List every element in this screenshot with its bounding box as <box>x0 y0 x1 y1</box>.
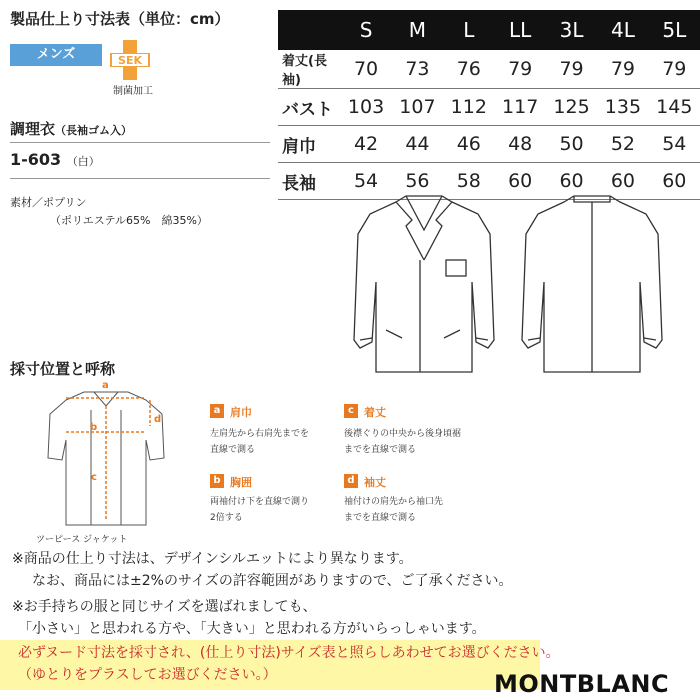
divider <box>10 178 270 179</box>
table-cell: 117 <box>494 89 545 126</box>
svg-text:SEK: SEK <box>118 54 142 67</box>
row-label: バスト <box>278 89 340 126</box>
measure-desc-d <box>344 494 443 526</box>
size-header: LL <box>494 10 545 50</box>
table-cell: 50 <box>546 126 597 163</box>
diagram-label-d: d <box>154 414 162 425</box>
table-row <box>278 50 700 89</box>
size-table <box>278 10 700 200</box>
measure-name-b: 胸囲 <box>230 476 252 489</box>
table-cell: 103 <box>340 89 391 126</box>
table-cell: 46 <box>443 126 494 163</box>
table-cell: 79 <box>597 50 648 89</box>
diagram-label-b: b <box>90 422 98 433</box>
jacket-front-illustration <box>350 190 498 380</box>
table-cell: 76 <box>443 50 494 89</box>
note-6-warning: （ゆとりをプラスしてお選びください。） <box>18 667 277 683</box>
product-name-sub: （長袖ゴム入） <box>55 124 133 137</box>
brand-logo: MONTBLANC <box>494 670 670 698</box>
tag-c: c <box>344 404 358 418</box>
row-label: 着丈(長袖) <box>278 50 340 89</box>
material-line-1: 素材／ポプリン <box>10 196 87 209</box>
table-row <box>278 126 700 163</box>
table-cell: 56 <box>392 163 443 200</box>
table-cell: 60 <box>649 163 700 200</box>
desc-line: 直線で測る <box>210 445 256 455</box>
note-2: なお、商品には±2%のサイズの許容範囲がありますので、ご了承ください。 <box>32 573 513 589</box>
size-header: 4L <box>597 10 648 50</box>
desc-line: 2倍する <box>210 513 243 523</box>
diagram-label-c: c <box>91 472 97 483</box>
table-cell: 60 <box>597 163 648 200</box>
measurement-diagram <box>36 380 176 530</box>
divider <box>10 142 270 143</box>
row-label: 肩巾 <box>278 126 340 163</box>
size-header: L <box>443 10 494 50</box>
note-5-warning: 必ずヌード寸法を採寸され、(仕上り寸法)サイズ表と照らしあわせてお選びください。 <box>18 645 560 661</box>
desc-line: までを直線で測る <box>344 513 417 523</box>
product-code-number: 1-603 <box>10 150 62 169</box>
header-blank <box>278 10 340 50</box>
desc-line: 後襟ぐりの中央から後身頃裾 <box>344 429 462 439</box>
table-cell: 79 <box>546 50 597 89</box>
sek-caption: 制菌加工 <box>113 86 153 97</box>
size-header-row <box>278 10 700 50</box>
note-1: ※商品の仕上り寸法は、デザインシルエットにより異なります。 <box>12 551 413 567</box>
measure-name-c: 着丈 <box>364 406 386 419</box>
table-cell: 48 <box>494 126 545 163</box>
material-line-2: （ポリエステル65% 綿35%） <box>50 214 208 227</box>
table-cell: 79 <box>649 50 700 89</box>
measure-desc-c <box>344 426 461 458</box>
table-cell: 60 <box>546 163 597 200</box>
size-header: 5L <box>649 10 700 50</box>
tag-a: a <box>210 404 224 418</box>
table-cell: 54 <box>340 163 391 200</box>
size-header: S <box>340 10 391 50</box>
table-cell: 54 <box>649 126 700 163</box>
mens-badge: メンズ <box>10 44 102 66</box>
size-header: M <box>392 10 443 50</box>
measure-name-a: 肩巾 <box>230 406 252 419</box>
table-cell: 79 <box>494 50 545 89</box>
row-label: 長袖 <box>278 163 340 200</box>
table-cell: 70 <box>340 50 391 89</box>
table-cell: 58 <box>443 163 494 200</box>
measure-name-d: 袖丈 <box>364 476 386 489</box>
table-cell: 112 <box>443 89 494 126</box>
table-cell: 42 <box>340 126 391 163</box>
table-cell: 107 <box>392 89 443 126</box>
diagram-label-a: a <box>102 380 109 391</box>
diagram-caption: ツーピース ジャケット <box>36 535 128 545</box>
jacket-back-illustration <box>518 190 666 380</box>
measure-title: 採寸位置と呼称 <box>10 360 116 378</box>
table-cell: 52 <box>597 126 648 163</box>
product-code <box>10 150 100 169</box>
product-name <box>10 118 132 139</box>
size-header: 3L <box>546 10 597 50</box>
desc-line: 左肩先から右肩先までを <box>210 429 310 439</box>
tag-b: b <box>210 474 224 488</box>
table-cell: 44 <box>392 126 443 163</box>
sek-logo-icon <box>110 40 150 80</box>
table-cell: 73 <box>392 50 443 89</box>
note-4: 「小さい」と思われる方や、「大きい」と思われる方がいらっしゃいます。 <box>18 621 486 637</box>
table-row <box>278 89 700 126</box>
measure-desc-a <box>210 426 309 458</box>
table-cell: 60 <box>494 163 545 200</box>
product-name-main: 調理衣 <box>10 120 56 138</box>
table-cell: 125 <box>546 89 597 126</box>
table-cell: 145 <box>649 89 700 126</box>
tag-d: d <box>344 474 358 488</box>
note-3: ※お手持ちの服と同じサイズを選ばれましても、 <box>12 599 317 615</box>
product-color: （白） <box>66 155 100 168</box>
desc-line: までを直線で測る <box>344 445 417 455</box>
table-cell: 135 <box>597 89 648 126</box>
desc-line: 袖付けの肩先から袖口先 <box>344 497 444 507</box>
desc-line: 両袖付け下を直線で測り <box>210 497 310 507</box>
page-title: 製品仕上り寸法表（単位：cm） <box>10 10 230 28</box>
measure-desc-b <box>210 494 309 526</box>
